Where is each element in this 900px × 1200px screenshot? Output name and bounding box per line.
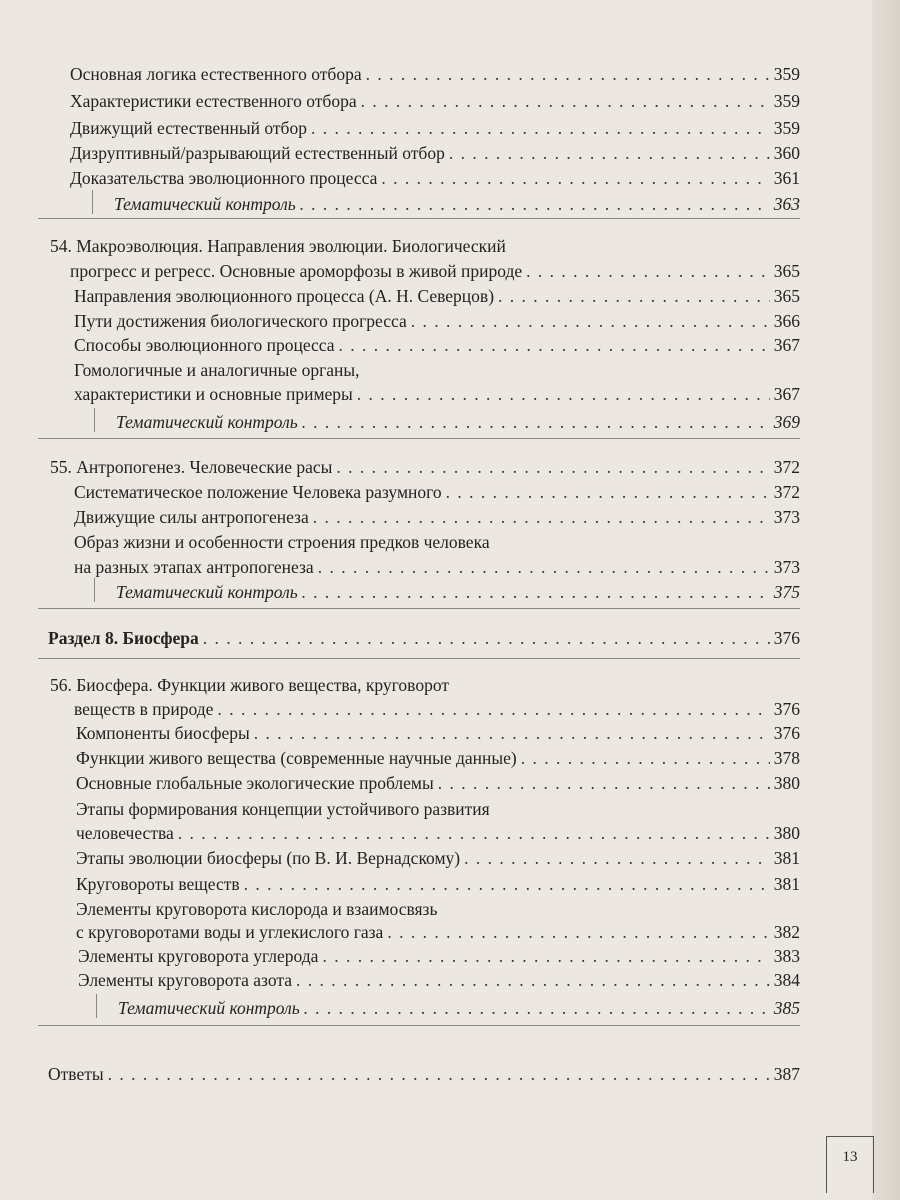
- toc-entry-title: человечества: [76, 823, 174, 843]
- toc-entry-page: 373: [773, 507, 800, 527]
- toc-entry-page: 361: [773, 168, 800, 188]
- toc-entry-page: 360: [773, 143, 800, 163]
- toc-entry-page: 363: [773, 194, 800, 214]
- toc-entry: [74, 382, 800, 406]
- toc-entry-page: 367: [773, 384, 800, 404]
- toc-entry-page: 384: [773, 970, 800, 990]
- toc-entry-page: 380: [773, 773, 800, 793]
- toc-entry-page: 383: [773, 946, 800, 966]
- toc-section-heading: 54. Макроэволюция. Направления эволюции. Биологический: [50, 236, 506, 256]
- toc-entry: [70, 259, 800, 283]
- toc-entry-title: Образ жизни и особенности строения предков человека: [74, 532, 490, 552]
- toc-entry: [74, 480, 800, 504]
- toc-entry: [70, 166, 800, 190]
- toc-entry: [74, 333, 800, 357]
- section-divider: [38, 1025, 800, 1026]
- toc-entry-title: Движущие силы антропогенеза: [74, 507, 309, 527]
- toc-entry-title: Основные глобальные экологические проблемы: [76, 773, 434, 793]
- toc-entry-title: Ответы: [48, 1064, 104, 1084]
- toc-part-heading: [48, 626, 800, 650]
- toc-entry-page: 375: [773, 582, 800, 602]
- toc-entry: [74, 284, 800, 308]
- page-number-box: [826, 1136, 874, 1193]
- toc-entry-page: 382: [773, 922, 800, 942]
- toc-entry: [76, 821, 800, 845]
- toc-entry-title: Элементы круговорота углерода: [78, 946, 319, 966]
- toc-entry-title: Элементы круговорота азота: [78, 970, 292, 990]
- toc-entry-title: Этапы эволюции биосферы (по В. И. Вернадскому): [76, 848, 461, 868]
- toc-entry-title: Характеристики естественного отбора: [70, 91, 357, 111]
- page-edge: [872, 0, 900, 1200]
- toc-entry: [70, 116, 800, 140]
- toc-entry-title: Пути достижения биологического прогресса: [74, 311, 407, 331]
- toc-entry-page: 376: [773, 723, 800, 743]
- section-divider: [38, 438, 800, 439]
- toc-section-heading: 56. Биосфера. Функции живого вещества, круговорот: [50, 675, 449, 695]
- toc-entry: [76, 872, 800, 896]
- toc-entry-page: 381: [773, 848, 800, 868]
- toc-entry: [70, 141, 800, 165]
- toc-section-heading: [50, 455, 800, 479]
- toc-entry-page: 365: [773, 286, 800, 306]
- page-number: 13: [842, 1149, 858, 1165]
- toc-entry-page: 376: [773, 628, 800, 648]
- toc-entry-title: Тематический контроль: [118, 998, 300, 1018]
- toc-entry-page: 381: [773, 874, 800, 894]
- toc-entry-page: 372: [773, 482, 800, 502]
- toc-entry: [76, 771, 800, 795]
- toc-entry-title: Круговороты веществ: [76, 874, 240, 894]
- toc-entry-title: Тематический контроль: [116, 412, 298, 432]
- toc-entry-page: 365: [773, 261, 800, 281]
- toc-entry-page: 378: [773, 748, 800, 768]
- toc-entry-title: Функции живого вещества (современные научные данные): [76, 748, 517, 768]
- toc-entry-title: 55. Антропогенез. Человеческие расы: [50, 457, 333, 477]
- toc-entry-page: 373: [773, 557, 800, 577]
- toc-entry-title: Этапы формирования концепции устойчивого развития: [76, 799, 490, 819]
- toc-entry-thematic-control: [116, 410, 800, 434]
- toc-entry-page: 359: [773, 118, 800, 138]
- toc-entry-title: Элементы круговорота кислорода и взаимосвязь: [76, 899, 438, 919]
- toc-entry-title: характеристики и основные примеры: [74, 384, 353, 404]
- toc-entry-answers: [48, 1062, 800, 1086]
- section-divider: [38, 608, 800, 609]
- toc-entry-title: прогресс и регресс. Основные ароморфозы в живой природе: [70, 261, 523, 281]
- toc-entry-title: на разных этапах антропогенеза: [74, 557, 314, 577]
- toc-entry-title: Систематическое положение Человека разумного: [74, 482, 442, 502]
- toc-entry: [74, 505, 800, 529]
- toc-entry-title: Компоненты биосферы: [76, 723, 250, 743]
- thematic-control-tick: [92, 190, 93, 214]
- toc-entry: [74, 697, 800, 721]
- toc-entry: [78, 944, 800, 968]
- toc-entry-title: Гомологичные и аналогичные органы,: [74, 360, 360, 380]
- toc-entry-thematic-control: [114, 192, 800, 216]
- toc-entry-page: 380: [773, 823, 800, 843]
- toc-entry-title: веществ в природе: [74, 699, 214, 719]
- toc-entry: [76, 846, 800, 870]
- toc-entry: [76, 920, 800, 944]
- toc-entry: [70, 89, 800, 113]
- toc-entry-thematic-control: [116, 580, 800, 604]
- toc-entry-page: 359: [773, 64, 800, 84]
- toc-entry-title: Дизруптивный/разрывающий естественный отбор: [70, 143, 445, 163]
- toc-entry-page: 366: [773, 311, 800, 331]
- toc-entry-title: Доказательства эволюционного процесса: [70, 168, 378, 188]
- toc-entry-title: Способы эволюционного процесса: [74, 335, 335, 355]
- toc-entry-title: Направления эволюционного процесса (А. Н. Северцов): [74, 286, 495, 306]
- toc-entry-page: 369: [773, 412, 800, 432]
- toc-entry-page: 376: [773, 699, 800, 719]
- thematic-control-tick: [94, 578, 95, 602]
- toc-entry-title: Основная логика естественного отбора: [70, 64, 362, 84]
- toc-entry: [70, 62, 800, 86]
- toc-entry: [78, 968, 800, 992]
- section-divider: [38, 658, 800, 659]
- toc-entry: [74, 555, 800, 579]
- toc-entry-page: 387: [773, 1064, 800, 1084]
- toc-entry-page: 367: [773, 335, 800, 355]
- toc-entry-title: Движущий естественный отбор: [70, 118, 307, 138]
- toc-entry-page: 359: [773, 91, 800, 111]
- toc-entry: [76, 746, 800, 770]
- thematic-control-tick: [96, 994, 97, 1018]
- section-divider: [38, 218, 800, 219]
- toc-entry-page: 372: [773, 457, 800, 477]
- toc-entry-title: Раздел 8. Биосфера: [48, 628, 199, 648]
- toc-entry-title: Тематический контроль: [116, 582, 298, 602]
- toc-entry-page: 385: [773, 998, 800, 1018]
- thematic-control-tick: [94, 408, 95, 432]
- toc-entry: [74, 309, 800, 333]
- toc-entry-thematic-control: [118, 996, 800, 1020]
- toc-entry: [76, 721, 800, 745]
- toc-entry-title: с круговоротами воды и углекислого газа: [76, 922, 384, 942]
- toc-entry-title: Тематический контроль: [114, 194, 296, 214]
